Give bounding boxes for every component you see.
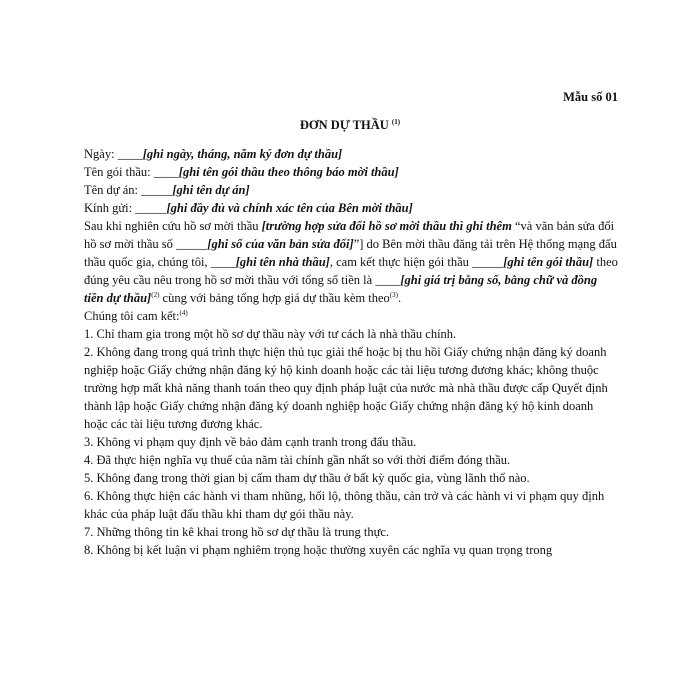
footnote-ref: (3) [389, 290, 398, 299]
intro-text: , cam kết thực hiện gói thầu _____ [329, 255, 504, 269]
field-date [84, 145, 618, 163]
field-blank: ____ [153, 165, 179, 179]
document-body [84, 145, 618, 559]
intro-paragraph [84, 217, 618, 307]
field-blank: _____ [141, 183, 173, 197]
document-title [0, 116, 700, 134]
intro-text: cùng với bảng tổng hợp giá dự thầu kèm theo [159, 291, 390, 305]
intro-text: theo đúng yêu cầu nêu trong hồ sơ mời thầu với tổng số tiền là ____ [84, 255, 618, 287]
intro-text: . [397, 291, 402, 305]
form-code: Mẫu số 01 [563, 90, 618, 104]
commitment-item: 2. Không đang trong quá trình thực hiện thủ tục giải thể hoặc bị thu hồi Giấy chứng nhận đăng ký doanh nghiệp hoặc Giấy chứng nhận đăng ký hộ kinh doanh hoặc các tài liệu tương đương khác; không thuộc trường hợp mất khả năng thanh toán theo quy định pháp luật của nước mà nhà thầu được cấp Quyết định thành lập hoặc Giấy chứng nhận đăng ký doanh nghiệp hoặc Giấy chứng nhận đăng ký hộ kinh doanh hoặc các tài liệu tương đương khác. [84, 345, 608, 431]
intro-note: [ghi tên gói thầu] [503, 255, 594, 269]
footnote-ref: (4) [179, 308, 188, 317]
commitment-item: 5. Không đang trong thời gian bị cấm tham dự thầu ở bất kỳ quốc gia, vùng lãnh thổ nào. [84, 471, 530, 485]
commitment-item: 7. Những thông tin kê khai trong hồ sơ dự thầu là trung thực. [84, 525, 390, 539]
commitment-item: 6. Không thực hiện các hành vi tham nhũng, hối lộ, thông thầu, cản trở và các hành vi vi phạm quy định khác của pháp luật đấu thầu khi tham dự gói thầu này. [84, 489, 605, 521]
intro-note: [ghi giá trị bằng số, bằng chữ và đồng tiền dự thầu] [84, 273, 598, 305]
field-placeholder: [ghi ngày, tháng, năm ký đơn dự thầu] [142, 147, 343, 161]
field-label: Kính gửi: [84, 201, 133, 215]
field-placeholder: [ghi tên dự án] [172, 183, 250, 197]
field-label: Tên dự án: [84, 183, 138, 197]
field-label: Ngày: [84, 147, 115, 161]
field-placeholder: [ghi tên gói thầu theo thông báo mời thầu] [178, 165, 399, 179]
field-project-name [84, 181, 618, 199]
commit-heading-text: Chúng tôi cam kết: [84, 309, 180, 323]
commitment-item: 4. Đã thực hiện nghĩa vụ thuế của năm tài chính gần nhất so với thời điểm đóng thầu. [84, 453, 511, 467]
field-blank: ____ [117, 147, 143, 161]
field-package-name [84, 163, 618, 181]
commit-heading [84, 307, 618, 325]
title-footnote-ref: (1) [391, 117, 401, 126]
intro-note: [trường hợp sửa đổi hồ sơ mời thầu thì ghi thêm [261, 219, 512, 233]
intro-note: [ghi tên nhà thầu] [235, 255, 330, 269]
field-blank: _____ [135, 201, 167, 215]
field-placeholder: [ghi đầy đủ và chính xác tên của Bên mời thầu] [166, 201, 413, 215]
commitment-item: 1. Chỉ tham gia trong một hồ sơ dự thầu này với tư cách là nhà thầu chính. [84, 327, 457, 341]
title-text: ĐƠN DỰ THẦU [299, 118, 389, 132]
intro-text: “và văn bản sửa đổi hồ sơ mời thầu số _____ [84, 219, 615, 251]
commitment-item: 8. Không bị kết luận vi phạm nghiêm trọng hoặc thường xuyên các nghĩa vụ quan trọng trong [84, 543, 553, 557]
field-recipient [84, 199, 618, 217]
intro-text: ”] do Bên mời thầu đăng tải trên Hệ thống mạng đấu thầu quốc gia, chúng tôi, ____ [84, 237, 617, 269]
intro-text: Sau khi nghiên cứu hồ sơ mời thầu [84, 219, 262, 233]
intro-note: [ghi số của văn bản sửa đổi] [207, 237, 354, 251]
commitment-item: 3. Không vi phạm quy định về bảo đảm cạnh tranh trong đấu thầu. [84, 435, 417, 449]
footnote-ref: (2) [151, 290, 160, 299]
field-label: Tên gói thầu: [84, 165, 151, 179]
